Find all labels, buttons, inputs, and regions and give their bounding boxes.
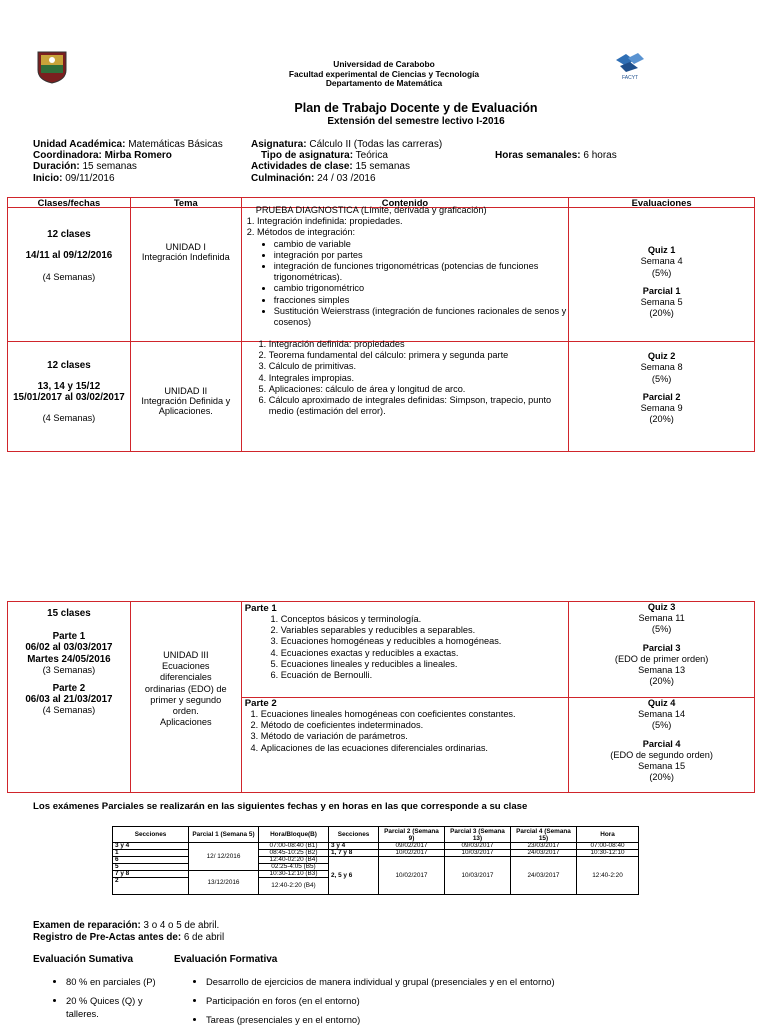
unit3-eval2 [569,698,755,793]
content-list [245,709,569,754]
parcial-topic: (EDO de segundo orden) [610,749,713,760]
content-item: 6. Ecuación de Bernoulli. [281,670,569,681]
hora: 07:00-08:40 [577,843,639,850]
content-item: 4. Ecuaciones exactas y reducibles a exactas. [281,648,569,659]
tema-line: Aplicaciones [159,717,212,728]
seccion: 1, 7 y 8 [329,850,379,857]
tema-unidad: UNIDAD II [164,386,208,396]
content-item: 2. Método de coeficientes indeterminados. [261,720,569,731]
content-bullet: • fracciones simples [274,295,569,306]
horas-label: Horas semanales: [495,150,581,161]
parcial3-date: 10/03/2017 [445,850,511,857]
asignatura-value: Cálculo II (Todas las carreras) [309,139,443,150]
unit3-parte2 [241,698,569,793]
parcial-weight: (20%) [649,308,674,319]
parcial2-date: 10/02/2017 [379,857,445,895]
fechas: 06/02 al 03/03/2017 [25,642,113,654]
content-item: 2. Teorema fundamental del cálculo: primera y segunda parte [269,350,569,361]
content-item: 5. Aplicaciones: cálculo de área y longitud de arco. [269,384,569,395]
parcial-weight: (20%) [649,414,674,425]
schedule-col-header: Hora [577,827,639,843]
fechas: 15/01/2017 al 03/02/2017 [13,392,125,403]
parcial2-date: 09/02/2017 [379,843,445,850]
schedule-col-header: Parcial 2 (Semana 9) [379,827,445,843]
table-row [8,342,755,452]
parte-title: Parte 2 [244,698,277,709]
info-left [33,139,223,184]
row1-contenido [241,205,569,342]
quiz-weight: (5%) [651,373,672,384]
sumativa-extra: talleres. [66,1008,99,1019]
hora-bloque: 12:40-2:20 (B4) [259,878,329,895]
col-header-evaluaciones: Evaluaciones [569,198,755,208]
quiz-weight: (5%) [651,267,672,278]
formativa-title: Evaluación Formativa [174,954,278,965]
parcial-week: Semana 13 [638,665,686,676]
parcial-label: Parcial 1 [642,285,681,296]
content-bullet: • cambio de variable [274,239,569,250]
quiz-label: Quiz 2 [647,351,676,361]
parcial1-date: 13/12/2016 [189,871,259,895]
semanas: (3 Semanas) [42,664,96,675]
seccion: 2, 5 y 6 [329,857,379,895]
col-header-contenido: Contenido [241,198,569,208]
horas-value: 6 horas [583,150,617,161]
content-item: 3. Cálculo de primitivas. [269,361,569,372]
schedule-header-row [113,827,639,843]
sumativa-list [50,972,156,1010]
hora-bloque: 08:45-10:25 (B2) [259,850,329,857]
sumativa-title: Evaluación Sumativa [33,954,134,965]
seccion: 3 y 4 [329,843,379,850]
fechas: 14/11 al 09/12/2016 [25,250,113,261]
parcial4-date: 24/03/2017 [511,850,577,857]
department-name: Departamento de Matemática [325,78,443,88]
inicio-value: 09/11/2016 [65,172,115,184]
seccion: 5 [113,864,189,871]
tema-line: diferenciales [159,672,212,683]
tipo-value: Teórica [355,150,388,162]
content-item: 4. Integrales impropias. [269,373,569,384]
seccion: 3 y 4 [113,843,189,850]
quiz-label: Quiz 4 [647,698,676,708]
parcial4-date: 23/03/2017 [511,843,577,850]
tema-line: ordinarias (EDO) de [144,683,227,694]
fechas: 06/03 al 21/03/2017 [25,694,113,706]
university-name: Universidad de Carabobo [333,59,435,69]
page-subtitle: Extensión del semestre lectivo I-2016 [327,116,505,127]
row2-contenido [241,339,569,452]
footer-dates [33,920,224,943]
semanas: (4 Semanas) [42,413,96,423]
unit3-parte1 [241,602,569,698]
quiz-week: Semana 14 [638,709,686,720]
parcial-topic: (EDO de primer orden) [614,653,709,664]
content-list [247,339,569,417]
hora-bloque: 12:40-02:20 (B4) [259,857,329,864]
coordinadora: Coordinadora: Mirba Romero [33,150,172,162]
row1-evaluaciones [569,208,755,342]
plan-table-2 [7,601,755,793]
content-item: 1. Conceptos básicos y terminología. [281,614,569,625]
parcial-week: Semana 5 [640,297,683,308]
content-item: 5. Ecuaciones lineales y reducibles a lineales. [281,659,569,670]
tema-nombre: Integración Definida y [141,396,231,406]
tema-line: UNIDAD III [163,650,209,660]
seccion: 7 y 8 [113,871,189,878]
content-item: 2. Variables separables y reducibles a separables. [281,625,569,636]
hora: 12:40-2:20 [577,857,639,895]
seccion: 6 [113,857,189,864]
list-item: • Tareas (presenciales y en el entorno) [206,1010,555,1029]
hora: 10:30-12:10 [577,850,639,857]
info-right [495,150,617,161]
quiz-week: Semana 8 [640,362,683,373]
parcial3-date: 09/03/2017 [445,843,511,850]
culminacion-value: 24 / 03 /2016 [317,172,376,184]
col-header-clases: Clases/fechas [8,198,131,208]
actividades-value: 15 semanas [355,161,410,173]
parcial4-date: 24/03/2017 [511,857,577,895]
fechas: Martes 24/05/2016 [27,653,111,665]
university-header [0,60,768,89]
unidad-value: Matemáticas Básicas [128,139,223,150]
schedule-col-header: Secciones [329,827,379,843]
row1-tema [130,208,241,342]
tema-line: primer y segundo [150,694,222,705]
parcial-label: Parcial 3 [642,642,681,653]
parte-label: Parte 1 [52,631,86,643]
parcial1-date: 12/ 12/2016 [189,843,259,871]
content-item: 3. Ecuaciones homogéneas y reducibles a homogéneas. [281,636,569,647]
unit3-tema [130,602,241,793]
content-item: 4. Aplicaciones de las ecuaciones diferenciales ordinarias. [261,743,569,754]
clases-count: 12 clases [47,360,91,371]
quiz-week: Semana 11 [638,613,685,624]
table-row [8,602,755,698]
row2-tema [130,342,241,452]
content-item: 2. Métodos de integración: [246,227,356,238]
unidad-label: Unidad Académica: [33,139,126,150]
tema-nombre: Aplicaciones. [158,406,213,416]
list-item: • Participación en foros (en el entorno) [206,991,555,1010]
registro-value: 6 de abril [183,931,225,943]
parcial-label: Parcial 2 [642,391,681,402]
semanas: (4 Semanas) [42,705,96,716]
parcial-weight: (20%) [649,676,674,687]
content-bullets [247,239,569,329]
tipo-label: Tipo de asignatura: [261,150,354,162]
parcial-week: Semana 9 [640,403,683,414]
registro-label: Registro de Pre-Actas antes de: [33,931,182,943]
unit3-clases [8,602,131,793]
inicio-label: Inicio: [33,172,63,184]
duracion-value: 15 semanas [82,161,137,173]
row2-evaluaciones [569,342,755,452]
hora-bloque: 07:00-08:40 (B1) [259,843,329,850]
fechas: 13, 14 y 15/12 [37,381,101,392]
schedule-col-header: Parcial 3 (Semana 13) [445,827,511,843]
semanas: (4 Semanas) [42,272,96,282]
tema-line: orden. [172,706,199,717]
quiz-label: Quiz 1 [647,245,676,255]
formativa-list [190,972,555,1029]
seccion: 1 [113,850,189,857]
list-item: • 80 % en parciales (P) [66,972,156,991]
clases-count: 12 clases [47,229,91,240]
parcial2-date: 10/02/2017 [379,850,445,857]
parte-title: Parte 1 [244,603,277,614]
quiz-weight: (5%) [651,720,672,731]
list-item: • 20 % Quices (Q) y [66,991,156,1010]
unit3-eval1 [569,602,755,698]
content-item: 1. Ecuaciones lineales homogéneas con coeficientes constantes. [261,709,569,720]
quiz-weight: (5%) [651,624,672,635]
parte-label: Parte 2 [52,683,86,695]
content-item: 6. Cálculo aproximado de integrales definidas: Simpson, trapecio, punto medio (estimación del error). [269,395,569,417]
hora-bloque: 02:25-4:05 (B5) [259,864,329,871]
exam-schedule-table [112,826,639,895]
schedule-col-header: Parcial 1 (Semana 5) [189,827,259,843]
plan-table-1 [7,197,755,452]
tema-unidad: UNIDAD I [165,242,206,252]
parcial-week: Semana 15 [638,761,686,772]
page-title: Plan de Trabajo Docente y de Evaluación [294,101,538,115]
culminacion-label: Culminación: [251,172,315,184]
content-list [245,614,569,681]
quiz-week: Semana 4 [640,256,683,267]
info-middle [251,139,442,184]
col-header-tema: Tema [130,198,241,208]
content-item: 1. Integración indefinida: propiedades. [246,216,403,227]
schedule-col-header: Hora/Bloque(B) [259,827,329,843]
duracion-label: Duración: [33,161,80,173]
quiz-label: Quiz 3 [647,602,676,612]
content-bullet: • Sustitución Weierstrass (integración de funciones racionales de senos y cosenos) [274,306,569,328]
prueba-diagnostica: PRUEBA DIAGNOSTICA (Límite, derivada y graficación) [255,205,487,215]
tema-line: Ecuaciones [162,661,210,672]
reparacion-label: Examen de reparación: [33,920,141,931]
schedule-col-header: Parcial 4 (Semana 15) [511,827,577,843]
actividades-label: Actividades de clase: [251,161,353,173]
parcial-label: Parcial 4 [642,738,681,749]
asignatura-label: Asignatura: [251,139,307,150]
content-bullet: • integración por partes [274,250,569,261]
schedule-col-header: Secciones [113,827,189,843]
seccion: 2 [113,878,189,895]
table-row [8,208,755,342]
content-bullet: • integración de funciones trigonométricas (potencias de funciones trigonométricas). [274,261,569,283]
content-item: 3. Método de variación de parámetros. [261,731,569,742]
parcial3-date: 10/03/2017 [445,857,511,895]
tema-nombre: Integración Indefinida [141,252,230,262]
exams-note: Los exámenes Parciales se realizarán en las siguientes fechas y en horas en las que corresponde a su clase [33,801,528,812]
faculty-name: Facultad experimental de Ciencias y Tecnología [288,68,480,79]
row2-clases [8,342,131,452]
content-item: 1. Integración definida: propiedades [269,339,569,350]
content-bullet: • cambio trigonométrico [274,283,569,294]
clases-count: 15 clases [47,608,91,619]
parcial-weight: (20%) [649,772,674,783]
list-item: • Desarrollo de ejercicios de manera individual y grupal (presenciales y en el entorno) [206,972,555,991]
row1-clases [8,208,131,342]
reparacion-value: 3 o 4 o 5 de abril. [143,920,220,931]
svg-text:FACYT: FACYT [622,75,639,80]
hora-bloque: 10:30-12:10 (B3) [259,871,329,878]
